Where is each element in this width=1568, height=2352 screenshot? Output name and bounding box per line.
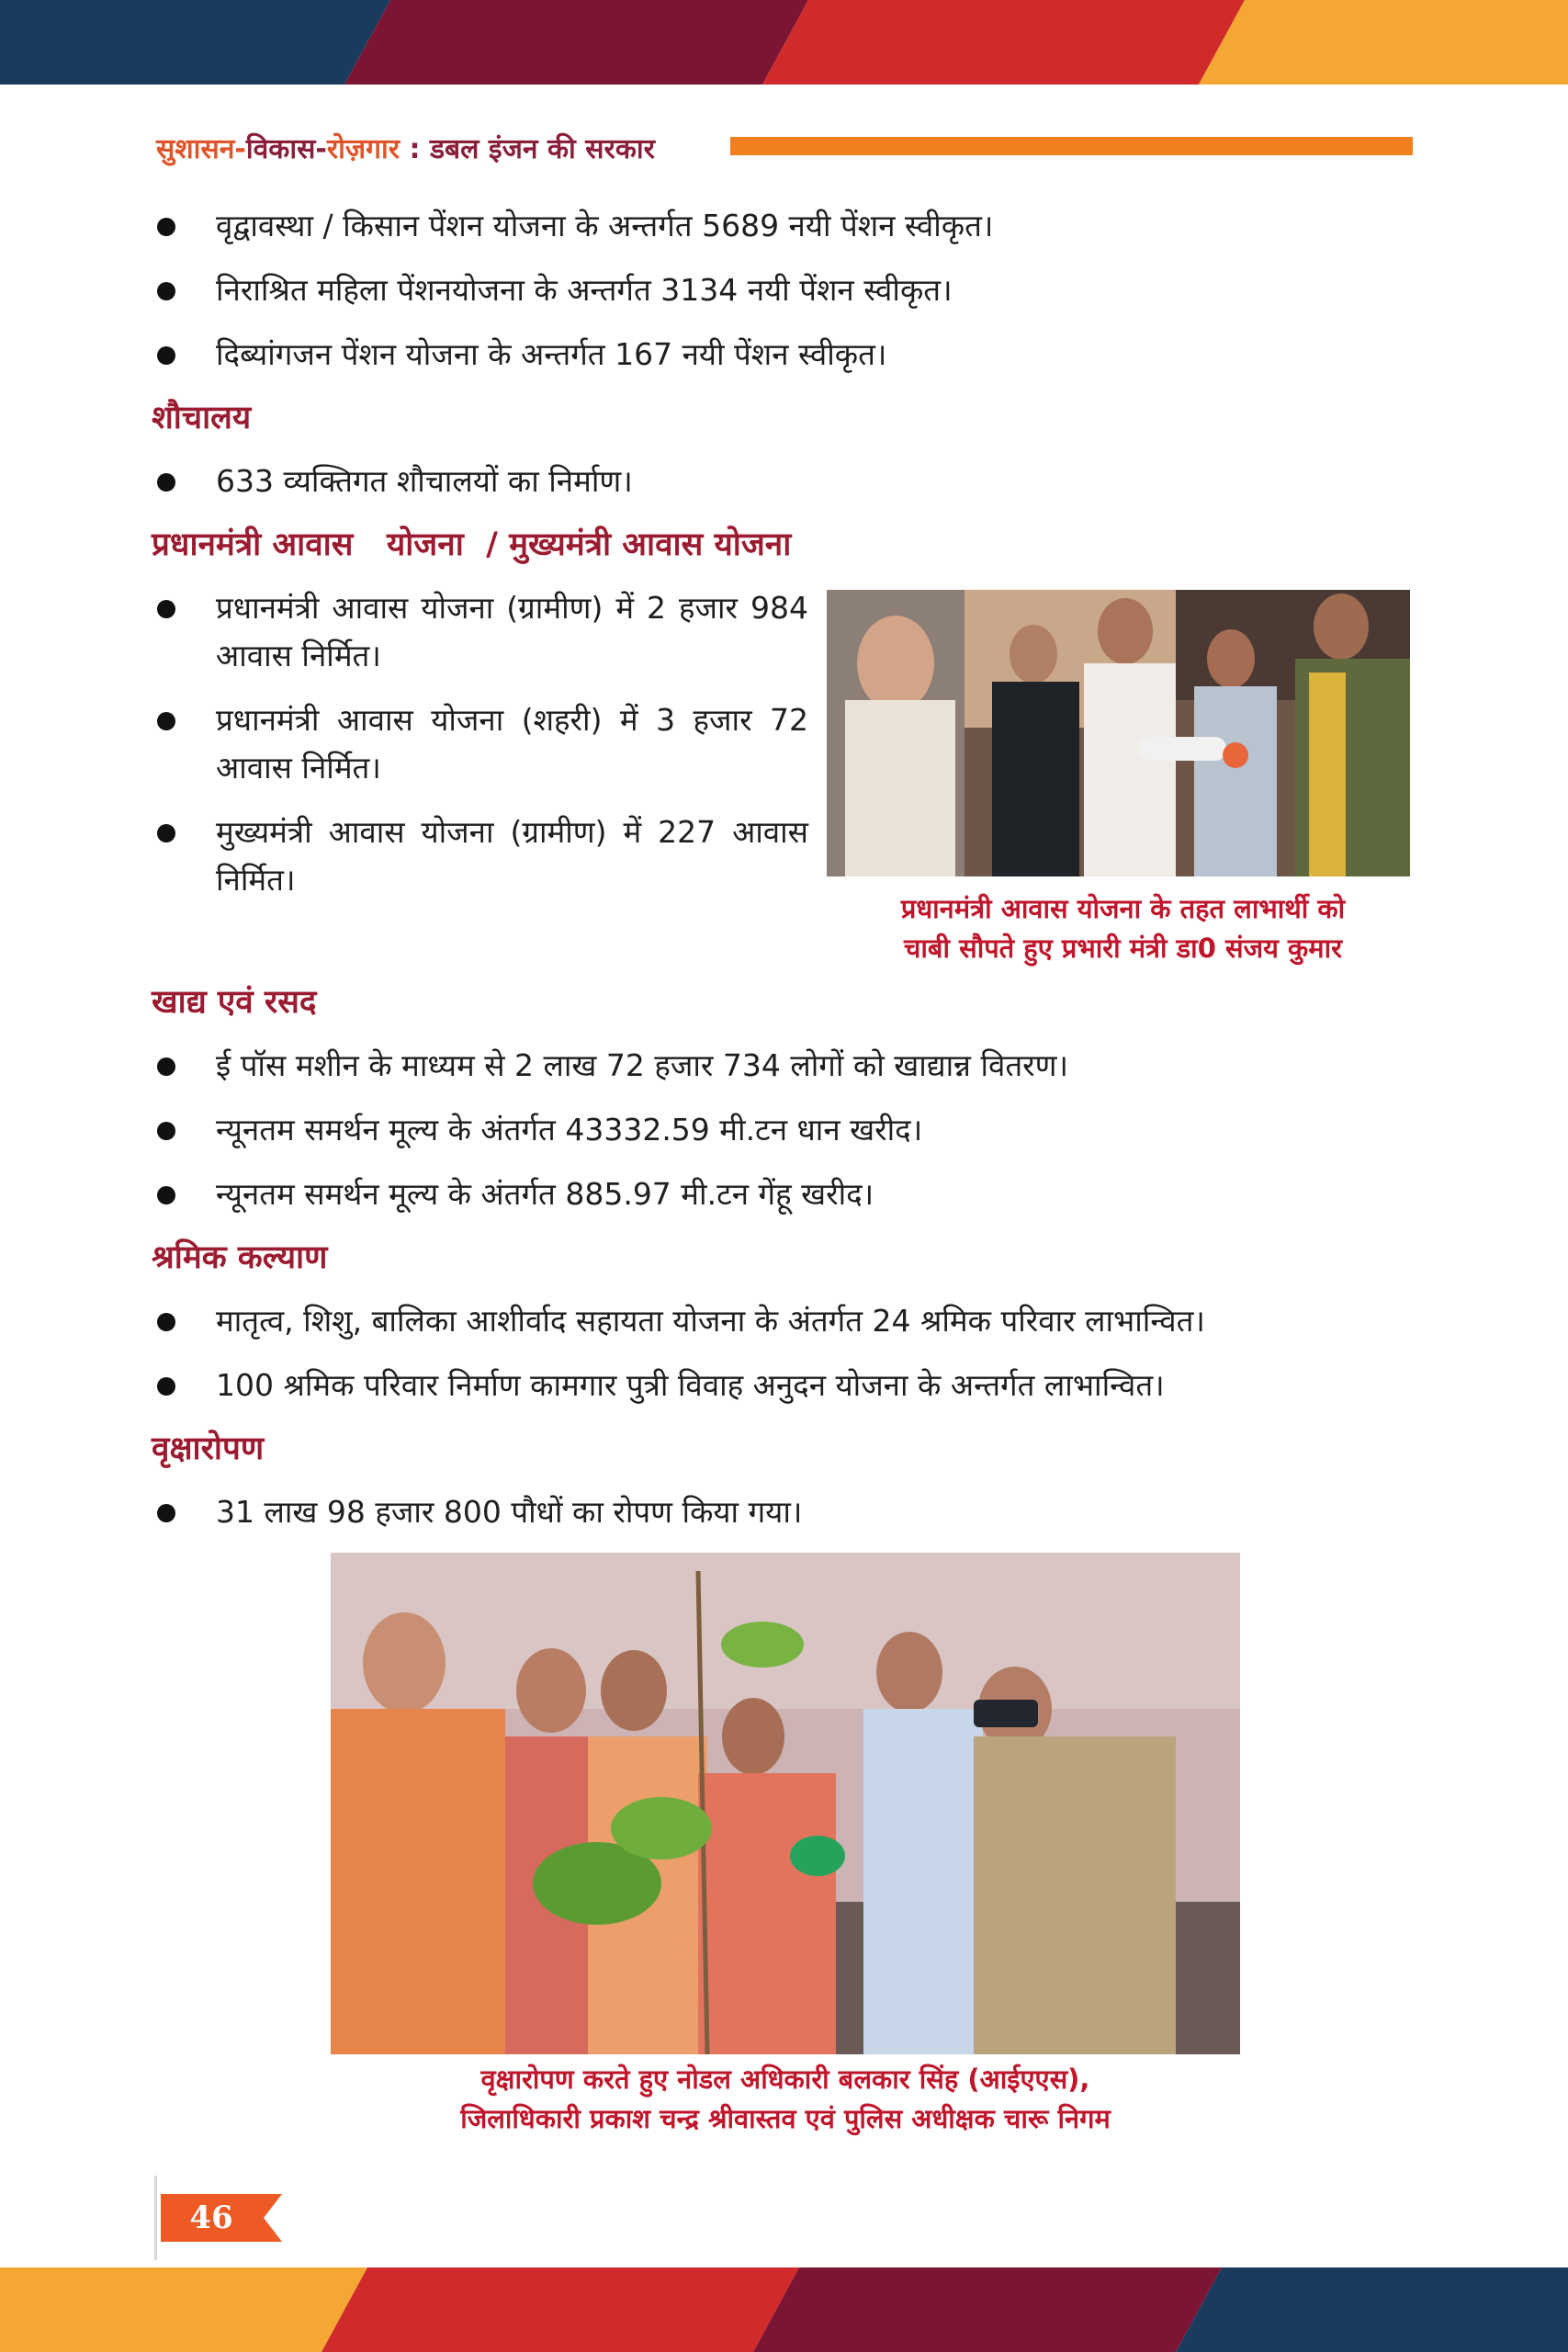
list-item: दिब्यांगजन पेंशन योजना के अन्तर्गत 167 नयी पेंशन स्वीकृत। (152, 331, 1419, 379)
plantation-photo (331, 1553, 1240, 2054)
pension-list (152, 202, 1419, 379)
plantation-figure (331, 1553, 1240, 2139)
list-item: निराश्रित महिला पेंशनयोजना के अन्तर्गत 3134 नयी पेंशन स्वीकृत। (152, 266, 1419, 314)
section-heading-food: खाद्य एवं रसद (152, 983, 317, 1021)
labour-list (152, 1297, 1419, 1409)
caption-line: चाबी सौपते हुए प्रभारी मंत्री डा0 संजय कुमार (904, 933, 1342, 964)
list-item: प्रधानमंत्री आवास योजना (ग्रामीण) में 2 हजार 984 आवास निर्मित। (152, 584, 808, 680)
housing-figure (827, 590, 1419, 968)
housing-photo-caption (827, 889, 1419, 968)
page-number: 46 (189, 2199, 233, 2236)
top-color-band (0, 0, 1568, 85)
plantation-photo-caption (331, 2060, 1240, 2139)
toilet-list (152, 458, 1419, 505)
list-item: ई पॉस मशीन के माध्यम से 2 लाख 72 हजार 734 लोगों को खाद्यान्न वितरण। (152, 1042, 1419, 1090)
page-number-tab (161, 2194, 282, 2242)
list-item: 100 श्रमिक परिवार निर्माण कामगार पुत्री विवाह अनुदन योजना के अन्तर्गत लाभान्वित। (152, 1362, 1419, 1409)
list-item: न्यूनतम समर्थन मूल्य के अंतर्गत 43332.59 मी.टन धान खरीद। (152, 1106, 1419, 1154)
housing-section (152, 584, 1419, 968)
list-item: मातृत्व, शिशु, बालिका आशीर्वाद सहायता योजना के अंतर्गत 24 श्रमिक परिवार लाभान्वित। (152, 1297, 1419, 1345)
page-content (152, 202, 1419, 2139)
section-heading-toilet: शौचालय (152, 399, 252, 436)
section-heading-housing: प्रधानमंत्री आवास योजना / मुख्यमंत्री आवास योजना (152, 526, 792, 563)
list-item: मुख्यमंत्री आवास योजना (ग्रामीण) में 227 आवास निर्मित। (152, 808, 808, 904)
list-item: न्यूनतम समर्थन मूल्य के अंतर्गत 885.97 मी.टन गेंहू खरीद। (152, 1170, 1419, 1218)
caption-line: प्रधानमंत्री आवास योजना के तहत लाभार्थी को (900, 893, 1346, 924)
housing-photo (827, 590, 1410, 876)
bottom-color-band (0, 2267, 1568, 2352)
list-item: 633 व्यक्तिगत शौचालयों का निर्माण। (152, 458, 1419, 505)
plantation-list (152, 1488, 1419, 1536)
running-header (156, 127, 655, 167)
header-accent-bar (730, 137, 1413, 155)
housing-list (152, 584, 808, 904)
list-item: वृद्वावस्था / किसान पेंशन योजना के अन्तर्गत 5689 नयी पेंशन स्वीकृत। (152, 202, 1419, 250)
section-heading-plantation: वृक्षारोपण (152, 1430, 265, 1467)
header-title: सुशासन-विकास-रोज़गार : डबल इंजन की सरकार (156, 132, 655, 165)
page-number-divider (154, 2176, 157, 2260)
list-item: प्रधानमंत्री आवास योजना (शहरी) में 3 हजार 72 आवास निर्मित। (152, 696, 808, 792)
caption-line: वृक्षारोपण करते हुए नोडल अधिकारी बलकार सिंह (आईएएस), (480, 2064, 1090, 2095)
caption-line: जिलाधिकारी प्रकाश चन्द्र श्रीवास्तव एवं पुलिस अधीक्षक चारू निगम (460, 2103, 1111, 2134)
section-heading-labour: श्रमिक कल्याण (152, 1238, 328, 1276)
list-item: 31 लाख 98 हजार 800 पौधों का रोपण किया गया। (152, 1488, 1419, 1536)
food-list (152, 1042, 1419, 1218)
